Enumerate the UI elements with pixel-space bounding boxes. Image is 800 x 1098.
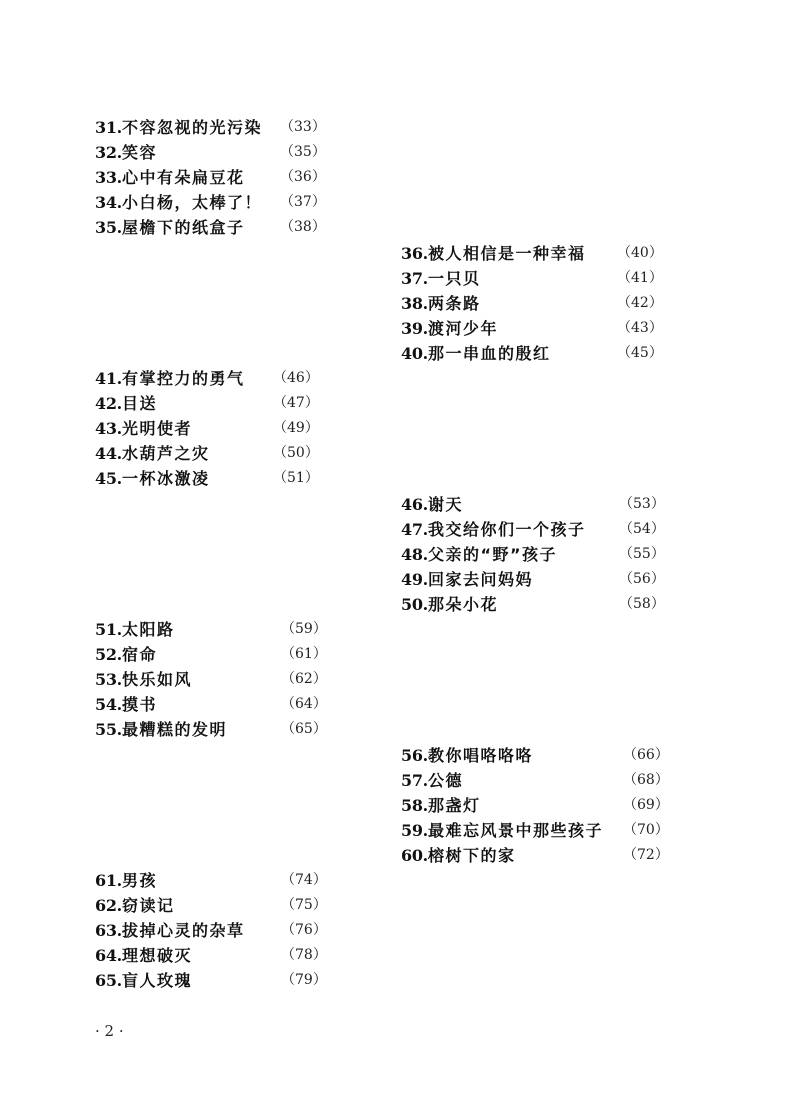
entry-title: 光明使者 bbox=[121, 419, 192, 439]
entry-number: 61. bbox=[95, 871, 122, 890]
entry-page: （45） bbox=[617, 344, 663, 361]
entry-title: 有掌控力的勇气 bbox=[121, 369, 245, 388]
toc-entry bbox=[95, 190, 326, 215]
entry-title: 水葫芦之灾 bbox=[121, 444, 210, 464]
entry-number: 62. bbox=[95, 896, 122, 916]
toc-entry bbox=[401, 843, 669, 868]
toc-group-46-50 bbox=[401, 492, 665, 617]
entry-page: （47） bbox=[273, 395, 319, 412]
entry-title: 父亲的“野”孩子 bbox=[427, 544, 557, 564]
entry-page: （46） bbox=[273, 370, 319, 386]
toc-entry bbox=[401, 592, 665, 617]
toc-entry bbox=[401, 542, 665, 567]
entry-page: （59） bbox=[281, 621, 327, 637]
entry-page: （49） bbox=[273, 420, 319, 437]
entry-title: 那朵小花 bbox=[427, 594, 498, 614]
entry-page: （50） bbox=[273, 445, 319, 462]
entry-title: 回家去问妈妈 bbox=[427, 569, 533, 589]
entry-number: 63. bbox=[95, 921, 122, 941]
entry-page: （79） bbox=[281, 972, 327, 989]
entry-number: 42. bbox=[95, 394, 122, 414]
entry-number: 57. bbox=[401, 770, 428, 790]
entry-number: 46. bbox=[401, 494, 428, 514]
entry-title: 屋檐下的纸盒子 bbox=[121, 218, 245, 238]
entry-page: （54） bbox=[619, 520, 665, 537]
toc-entry bbox=[95, 617, 327, 642]
toc-group-56-60 bbox=[401, 743, 669, 868]
toc-entry bbox=[95, 391, 319, 416]
entry-page: （68） bbox=[623, 771, 669, 788]
entry-page: （33） bbox=[280, 119, 326, 135]
entry-page: （35） bbox=[280, 144, 326, 161]
entry-page: （58） bbox=[619, 595, 665, 612]
entry-number: 64. bbox=[95, 946, 122, 966]
entry-number: 40. bbox=[401, 343, 428, 363]
toc-entry bbox=[401, 567, 665, 592]
toc-entry bbox=[401, 743, 669, 768]
toc-entry bbox=[95, 140, 326, 165]
entry-title: 理想破灭 bbox=[121, 946, 192, 966]
toc-entry bbox=[401, 241, 663, 266]
toc-group-61-65 bbox=[95, 868, 327, 993]
entry-page: （62） bbox=[281, 671, 327, 688]
entry-page: （69） bbox=[623, 796, 669, 813]
entry-page: （37） bbox=[280, 194, 326, 211]
entry-number: 49. bbox=[401, 569, 428, 589]
entry-title: 宿命 bbox=[121, 645, 157, 665]
entry-title: 榕树下的家 bbox=[427, 845, 516, 865]
entry-number: 45. bbox=[95, 469, 122, 489]
toc-entry bbox=[95, 642, 327, 667]
entry-page: （55） bbox=[619, 545, 665, 562]
entry-title: 笑容 bbox=[121, 143, 157, 163]
toc-entry bbox=[401, 492, 665, 517]
toc-group-31-35 bbox=[95, 115, 326, 240]
entry-number: 60. bbox=[401, 845, 428, 865]
toc-group-41-45 bbox=[95, 366, 319, 491]
toc-entry bbox=[95, 667, 327, 692]
entry-page: （76） bbox=[281, 922, 327, 939]
toc-group-51-55 bbox=[95, 617, 327, 742]
entry-page: （75） bbox=[281, 897, 327, 914]
entry-number: 43. bbox=[95, 419, 122, 439]
toc-entry bbox=[401, 793, 669, 818]
toc-entry bbox=[95, 692, 327, 717]
entry-title: 不容忽视的光污染 bbox=[121, 118, 262, 137]
entry-title: 摸书 bbox=[121, 695, 157, 715]
toc-entry bbox=[95, 918, 327, 943]
entry-title: 目送 bbox=[121, 394, 157, 414]
entry-title: 教你唱咯咯咯 bbox=[427, 745, 533, 765]
toc-entry bbox=[401, 768, 669, 793]
entry-number: 41. bbox=[95, 369, 122, 388]
entry-page: （40） bbox=[617, 244, 663, 261]
entry-title: 被人相信是一种幸福 bbox=[427, 243, 586, 263]
entry-title: 两条路 bbox=[427, 293, 481, 313]
toc-entry bbox=[95, 366, 319, 391]
entry-title: 小白杨，太棒了！ bbox=[121, 193, 262, 213]
entry-page: （53） bbox=[619, 495, 665, 512]
entry-page: （70） bbox=[623, 821, 669, 838]
entry-title: 谢天 bbox=[427, 494, 463, 514]
entry-number: 33. bbox=[95, 168, 122, 188]
entry-number: 35. bbox=[95, 218, 122, 238]
entry-number: 51. bbox=[95, 620, 122, 639]
entry-number: 32. bbox=[95, 143, 122, 163]
entry-page: （66） bbox=[623, 746, 669, 763]
entry-title: 最难忘风景中那些孩子 bbox=[427, 820, 603, 840]
toc-entry bbox=[401, 291, 663, 316]
entry-number: 34. bbox=[95, 193, 122, 213]
entry-number: 39. bbox=[401, 318, 428, 338]
toc-group-36-40 bbox=[401, 241, 663, 366]
toc-entry bbox=[95, 943, 327, 968]
entry-title: 公德 bbox=[427, 770, 463, 790]
entry-title: 窃读记 bbox=[121, 896, 175, 916]
entry-title: 男孩 bbox=[121, 871, 157, 890]
toc-entry bbox=[401, 341, 663, 366]
entry-number: 52. bbox=[95, 645, 122, 665]
entry-page: （43） bbox=[617, 319, 663, 336]
toc-entry bbox=[95, 968, 327, 993]
entry-page: （64） bbox=[281, 696, 327, 713]
entry-title: 最糟糕的发明 bbox=[121, 720, 227, 740]
toc-entry bbox=[95, 893, 327, 918]
entry-page: （42） bbox=[617, 294, 663, 311]
entry-title: 盲人玫瑰 bbox=[121, 971, 192, 991]
entry-number: 47. bbox=[401, 519, 428, 539]
entry-title: 那一串血的殷红 bbox=[427, 343, 551, 363]
entry-number: 53. bbox=[95, 670, 122, 690]
entry-title: 快乐如风 bbox=[121, 670, 192, 690]
toc-entry bbox=[401, 517, 665, 542]
entry-number: 37. bbox=[401, 268, 428, 288]
entry-number: 58. bbox=[401, 795, 428, 815]
entry-title: 一杯冰激凌 bbox=[121, 469, 210, 489]
entry-number: 56. bbox=[401, 745, 428, 765]
entry-page: （61） bbox=[281, 646, 327, 663]
toc-entry bbox=[95, 441, 319, 466]
entry-page: （72） bbox=[623, 846, 669, 863]
entry-title: 我交给你们一个孩子 bbox=[427, 519, 586, 539]
entry-number: 55. bbox=[95, 720, 122, 740]
entry-title: 太阳路 bbox=[121, 620, 175, 639]
toc-entry bbox=[95, 466, 319, 491]
toc-entry bbox=[401, 818, 669, 843]
entry-title: 渡河少年 bbox=[427, 318, 498, 338]
toc-entry bbox=[95, 416, 319, 441]
entry-page: （38） bbox=[280, 219, 326, 236]
entry-number: 65. bbox=[95, 971, 122, 991]
entry-page: （65） bbox=[281, 721, 327, 738]
entry-page: （56） bbox=[619, 570, 665, 587]
entry-title: 心中有朵扁豆花 bbox=[121, 168, 245, 188]
entry-number: 54. bbox=[95, 695, 122, 715]
entry-number: 44. bbox=[95, 444, 122, 464]
entry-page: （41） bbox=[617, 269, 663, 286]
toc-entry bbox=[95, 115, 326, 140]
entry-number: 31. bbox=[95, 118, 122, 137]
footer-page-number: · 2 · bbox=[95, 1022, 124, 1040]
entry-page: （74） bbox=[281, 872, 327, 888]
toc-entry bbox=[95, 717, 327, 742]
toc-entry bbox=[401, 316, 663, 341]
entry-number: 36. bbox=[401, 243, 428, 263]
entry-number: 48. bbox=[401, 544, 428, 564]
toc-entry bbox=[95, 215, 326, 240]
toc-entry bbox=[95, 868, 327, 893]
toc-entry bbox=[401, 266, 663, 291]
entry-page: （51） bbox=[273, 470, 319, 487]
entry-title: 拔掉心灵的杂草 bbox=[121, 921, 245, 941]
entry-number: 50. bbox=[401, 594, 428, 614]
entry-title: 那盏灯 bbox=[427, 795, 481, 815]
entry-title: 一只贝 bbox=[427, 268, 481, 288]
entry-number: 38. bbox=[401, 293, 428, 313]
toc-entry bbox=[95, 165, 326, 190]
entry-page: （36） bbox=[280, 169, 326, 186]
entry-number: 59. bbox=[401, 820, 428, 840]
entry-page: （78） bbox=[281, 947, 327, 964]
